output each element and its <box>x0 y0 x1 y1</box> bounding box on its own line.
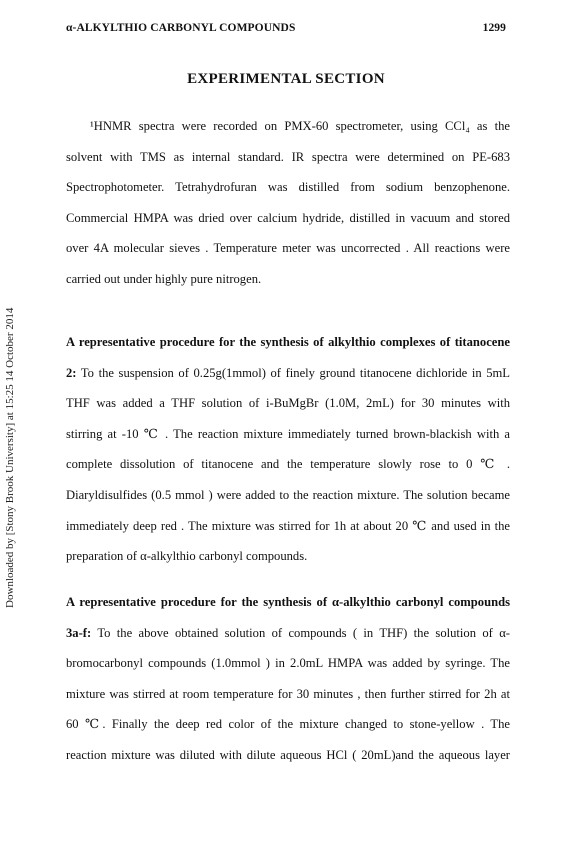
text-line: over 4A molecular sieves . Temperature meter was uncorrected . All reactions were <box>66 241 510 256</box>
text-line: ¹HNMR spectra were recorded on PMX-60 spectrometer, using CCl₄ as the <box>90 119 510 133</box>
page-number: 1299 <box>482 22 506 34</box>
download-watermark: Downloaded by [Stony Brook University] at 15:25 14 October 2014 <box>4 307 16 608</box>
text-line: immediately deep red . The mixture was stirred for 1h at about 20 ℃ and used in the <box>66 518 510 533</box>
text-line: 60 ℃. Finally the deep red color of the mixture changed to stone-yellow . The <box>66 717 510 732</box>
procedure-heading: A representative procedure for the synthesis of α-alkylthio carbonyl compounds <box>66 595 510 609</box>
section-title: EXPERIMENTAL SECTION <box>187 71 385 87</box>
text-line: solvent with TMS as internal standard. IR spectra were determined on PE-683 <box>66 149 510 164</box>
text-line: Spectrophotometer. Tetrahydrofuran was distilled from sodium benzophenone. <box>66 180 510 195</box>
running-head <box>66 22 506 34</box>
text-line: mixture was stirred at room temperature for 30 minutes , then further stirred for 2h at <box>66 686 510 701</box>
text-line: bromocarbonyl compounds (1.0mmol ) in 2.0mL HMPA was added by syringe. The <box>66 656 510 671</box>
text-line: stirring at -10 ℃ . The reaction mixture immediately turned brown-blackish with a <box>66 426 510 441</box>
procedure-alkylthio-carbonyl <box>66 587 510 771</box>
procedure-titanocene <box>66 327 510 572</box>
text-line: Diaryldisulfides (0.5 mmol ) were added to the reaction mixture. The solution became <box>66 487 510 502</box>
instrumentation-paragraph <box>66 111 510 295</box>
text-line: reaction mixture was diluted with dilute aqueous HCl ( 20mL)and the aqueous layer <box>66 747 510 762</box>
text-line: THF was added a THF solution of i-BuMgBr (1.0M, 2mL) for 30 minutes with <box>66 396 510 411</box>
text-line: 2: To the suspension of 0.25g(1mmol) of finely ground titanocene dichloride in 5mL <box>66 365 510 380</box>
text-line: carried out under highly pure nitrogen. <box>66 271 262 286</box>
text-line: Commercial HMPA was dried over calcium hydride, distilled in vacuum and stored <box>66 210 510 225</box>
text-line: complete dissolution of titanocene and the temperature slowly rose to 0 ℃ . <box>66 457 510 472</box>
procedure-heading: A representative procedure for the synthesis of alkylthio complexes of titanocene <box>66 335 510 349</box>
compound-label: 3a-f: <box>66 625 92 640</box>
running-head-title: α-ALKYLTHIO CARBONYL COMPOUNDS <box>66 22 296 34</box>
compound-label: 2: <box>66 365 77 380</box>
text-line: preparation of α-alkylthio carbonyl compounds. <box>66 549 308 564</box>
text-line: 3a-f: To the above obtained solution of compounds ( in THF) the solution of α- <box>66 625 510 640</box>
